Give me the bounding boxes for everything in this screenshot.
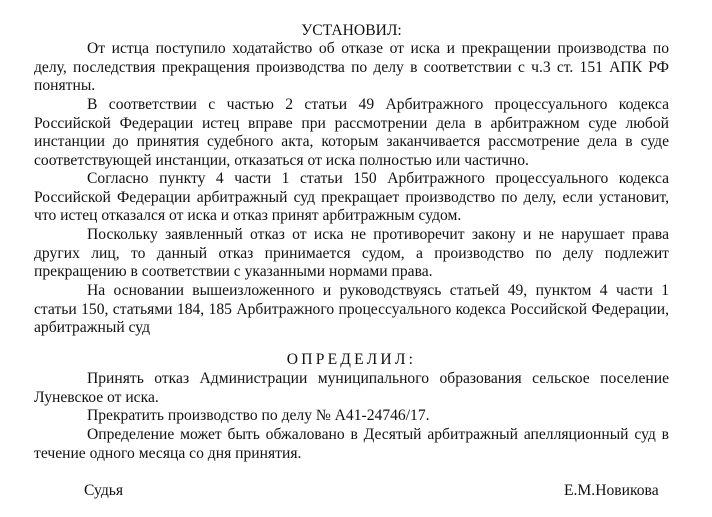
paragraph-motion-withdrawal: От истца поступило ходатайство об отказе от иска и прекращении производства по делу, последствия прекращения производства по делу в соответствии с ч.3 ст. 151 АПК РФ понятны. [34,40,669,95]
paragraph-court-acceptance: Поскольку заявленный отказ от иска не противоречит закону и не нарушает права других лиц, то данный отказ принимается судом, а производство по делу подлежит прекращению в соответствии с указанными нормами права. [34,226,669,281]
heading-decided: ОПРЕДЕЛИЛ: [286,351,417,368]
paragraph-accept-withdrawal: Принять отказ Администрации муниципального образования сельское поселение Луневское от иска. [34,370,669,406]
signature-role: Судья [84,482,124,499]
paragraph-terminate-proceedings: Прекратить производство по делу № А41-24746/17. [87,407,430,424]
paragraph-article-150: Согласно пункту 4 части 1 статьи 150 Арбитражного процессуального кодекса Российской Федерации арбитражный суд прекращает производство по делу, если установит, что истец отказался от иска и отказ принят арбитражным судом. [34,170,669,225]
paragraph-article-49: В соответствии с частью 2 статьи 49 Арбитражного процессуального кодекса Российской Федерации истец вправе при рассмотрении дела в арбитражном суде любой инстанции до принятия судебного акта, которым заканчивается рассмотрение дела в суде соответствующей инстанции, отказаться от иска полностью или частично. [34,96,669,169]
signature-name: Е.М.Новикова [564,482,659,499]
paragraph-legal-basis: На основании вышеизложенного и руководствуясь статьей 49, пунктом 4 части 1 статьи 150, статьями 184, 185 Арбитражного процессуального кодекса Российской Федерации, арбитражный суд [34,282,669,337]
heading-established: УСТАНОВИЛ: [301,22,402,39]
paragraph-appeal-notice: Определение может быть обжаловано в Десятый арбитражный апелляционный суд в течение одного месяца со дня принятия. [34,426,669,462]
